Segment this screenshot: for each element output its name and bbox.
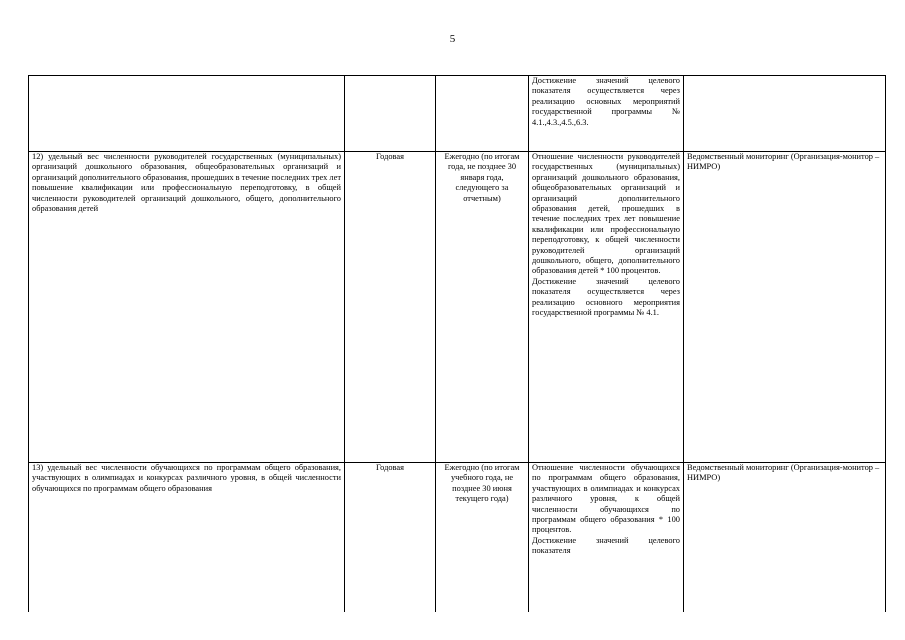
indicator-cell — [29, 76, 345, 152]
source-cell: Ведомственный мониторинг (Организация-монитор – НИМРО) — [684, 152, 886, 463]
method-paragraph: Отношение численности обучающихся по программам общего образования, участвующих в олимпиадах и конкурсах различного уровня, к общей численности обучающихся по программам общего образования * 100 процентов. — [532, 463, 680, 535]
deadline-cell: Ежегодно (по итогам года, не позднее 30 января года, следующего за отчетным) — [436, 152, 529, 463]
table-row — [29, 76, 886, 152]
frequency-cell: Годовая — [345, 463, 436, 613]
indicator-cell: 13) удельный вес численности обучающихся по программам общего образования, участвующих в олимпиадах и конкурсах различного уровня, в общей численности обучающихся по программам общего образования — [29, 463, 345, 613]
page-number: 5 — [449, 33, 456, 45]
indicators-table — [28, 75, 886, 612]
method-paragraph: Отношение численности руководителей государственных (муниципальных) организаций дошкольного образования, общеобразовательных организаций и организаций дополнительного образования детей, прошедших в течение последних трех лет повышение квалификации или профессиональную переподготовку, к общей численности руководителей организаций дошкольного, общего, дополнительного образования детей * 100 процентов. — [532, 152, 680, 276]
indicator-cell: 12) удельный вес численности руководителей государственных (муниципальных) организаций дошкольного образования, общеобразовательных организаций и организаций дополнительного образования, прошедших в течение последних трех лет повышение квалификации или профессиональную переподготовку, в общей численности руководителей организаций дошкольного, общего, дополнительного образования детей — [29, 152, 345, 463]
table-row — [29, 463, 886, 613]
method-cell — [529, 152, 684, 463]
frequency-cell — [345, 76, 436, 152]
method-cell — [529, 463, 684, 613]
method-cell — [529, 76, 684, 152]
source-cell — [684, 76, 886, 152]
method-paragraph: Достижение значений целевого показателя — [532, 535, 680, 556]
frequency-cell: Годовая — [345, 152, 436, 463]
deadline-cell: Ежегодно (по итогам учебного года, не позднее 30 июня текущего года) — [436, 463, 529, 613]
table-row — [29, 152, 886, 463]
method-paragraph: Достижение значений целевого показателя осуществляется через реализацию основных мероприятий государственной программы № 4.1.,4.3.,4.5.,6.3. — [532, 76, 680, 127]
method-paragraph: Достижение значений целевого показателя осуществляется через реализацию основного мероприятия государственной программы № 4.1. — [532, 276, 680, 318]
deadline-cell — [436, 76, 529, 152]
source-cell: Ведомственный мониторинг (Организация-монитор – НИМРО) — [684, 463, 886, 613]
